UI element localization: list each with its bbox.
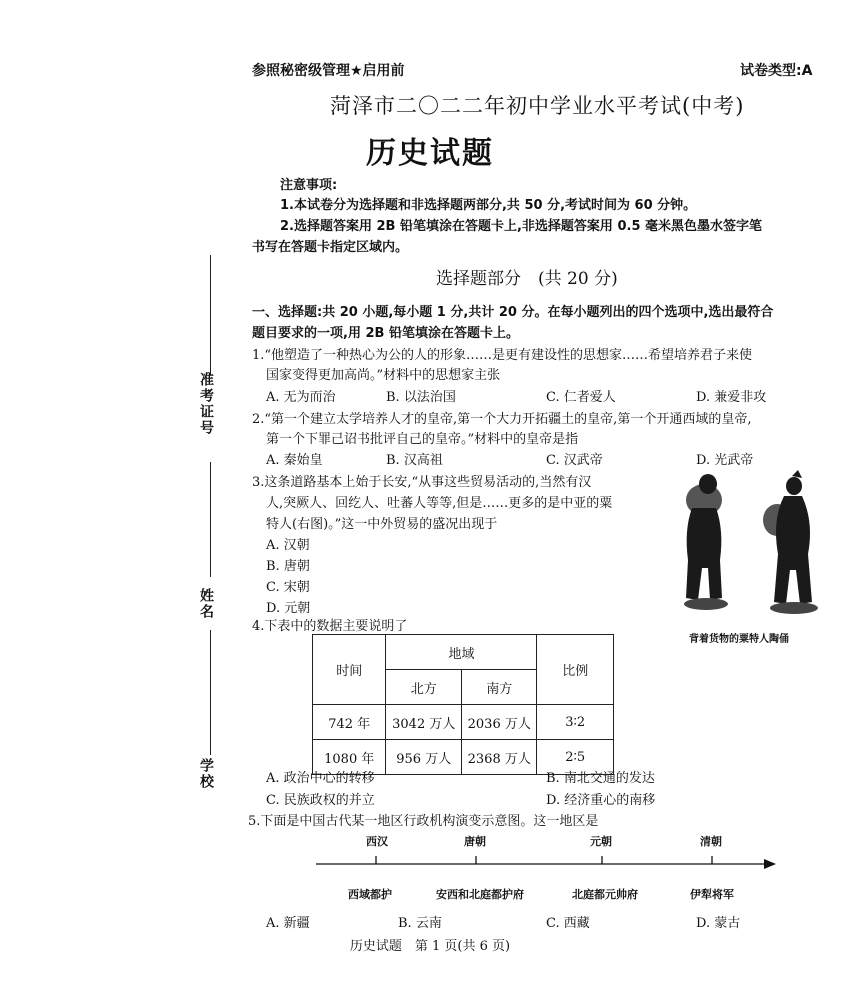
q2-option-c: C. 汉武帝 [546, 453, 603, 468]
section-instruction-line-1: 一、选择题:共 20 小题,每小题 1 分,共计 20 分。在每小题列出的四个选项中,选出最符合 [252, 305, 774, 320]
q2-option-a: A. 秦始皇 [266, 453, 323, 468]
name-line [210, 462, 211, 577]
timeline-axis [316, 852, 780, 876]
id-number-line [210, 255, 211, 375]
table-row [313, 705, 614, 740]
q5-option-d: D. 蒙古 [696, 916, 741, 931]
q2-stem-line-1: 2.“第一个建立太学培养人才的皇帝,第一个大力开拓疆土的皇帝,第一个开通西域的皇帝, [252, 412, 752, 427]
section-instruction-line-2: 题目要求的一项,用 2B 铅笔填涂在答题卡上。 [252, 326, 519, 341]
q1-option-a: A. 无为而治 [266, 390, 336, 405]
q5-option-c: C. 西藏 [546, 916, 590, 931]
table-cell-ratio: 2∶5 [537, 740, 614, 775]
table-cell-south: 2368 万人 [461, 740, 537, 775]
q1-option-c: C. 仁者爱人 [546, 390, 616, 405]
notes-item-2-line-1: 2.选择题答案用 2B 铅笔填涂在答题卡上,非选择题答案用 0.5 毫米黑色墨水签字笔 [280, 219, 763, 234]
figure-caption: 背着货物的粟特人陶俑 [689, 634, 789, 645]
q3-option-c: C. 宋朝 [266, 580, 310, 595]
timeline-dynasty-xihan: 西汉 [366, 835, 388, 848]
q1-option-b: B. 以法治国 [386, 390, 456, 405]
section-title: 选择题部分 (共 20 分) [436, 269, 618, 289]
timeline-agency-anxi: 安西和北庭都护府 [436, 888, 524, 901]
q4-option-c: C. 民族政权的并立 [266, 793, 375, 808]
page-footer: 历史试题 第 1 页(共 6 页) [349, 939, 511, 954]
table-cell-year: 1080 年 [313, 740, 386, 775]
q2-stem-line-2: 第一个下罪己诏书批评自己的皇帝。”材料中的皇帝是指 [266, 432, 579, 447]
q3-option-b: B. 唐朝 [266, 559, 310, 574]
sogdian-figurines-image [664, 470, 826, 620]
q2-option-d: D. 光武帝 [696, 453, 754, 468]
q1-stem-line-1: 1.“他塑造了一种热心为公的人的形象……是更有建设性的思想家……希望培养君子来使 [252, 348, 753, 363]
q4-option-b: B. 南北交通的发达 [546, 771, 655, 786]
school-line [210, 630, 211, 755]
q3-stem-line-3: 特人(右图)。”这一中外贸易的盛况出现于 [266, 517, 498, 532]
q1-stem-line-2: 国家变得更加高尚。”材料中的思想家主张 [266, 368, 501, 383]
id-number-label: 准考证号 [198, 372, 214, 436]
table-cell-ratio: 3∶2 [537, 705, 614, 740]
confidential-label: 参照秘密级管理★启用前 [252, 63, 405, 79]
q5-stem: 5.下面是中国古代某一地区行政机构演变示意图。这一地区是 [248, 814, 599, 829]
table-header-south: 南方 [461, 670, 537, 705]
table-header-north: 北方 [386, 670, 462, 705]
q3-option-d: D. 元朝 [266, 601, 311, 616]
q1-option-d: D. 兼爱非攻 [696, 390, 767, 405]
table-cell-south: 2036 万人 [461, 705, 537, 740]
table-header-time: 时间 [313, 635, 386, 705]
subject-title: 历史试题 [366, 136, 494, 171]
q4-stem: 4.下表中的数据主要说明了 [252, 619, 408, 634]
timeline-agency-yili: 伊犁将军 [690, 888, 734, 901]
exam-title: 菏泽市二〇二二年初中学业水平考试(中考) [330, 94, 745, 118]
table-cell-north: 956 万人 [386, 740, 462, 775]
notes-item-1: 1.本试卷分为选择题和非选择题两部分,共 50 分,考试时间为 60 分钟。 [280, 198, 697, 213]
q5-option-b: B. 云南 [398, 916, 442, 931]
q4-option-d: D. 经济重心的南移 [546, 793, 656, 808]
school-label: 学校 [198, 758, 214, 790]
timeline-dynasty-yuan: 元朝 [590, 835, 612, 848]
q2-option-b: B. 汉高祖 [386, 453, 443, 468]
q4-option-a: A. 政治中心的转移 [266, 771, 375, 786]
q5-option-a: A. 新疆 [266, 916, 310, 931]
timeline-dynasty-qing: 清朝 [700, 835, 722, 848]
timeline-agency-xiyu: 西域都护 [348, 888, 392, 901]
table-header-region: 地域 [386, 635, 537, 670]
timeline-agency-beiting: 北庭都元帅府 [572, 888, 638, 901]
table-cell-north: 3042 万人 [386, 705, 462, 740]
q3-stem-line-2: 人,突厥人、回纥人、吐蕃人等等,但是……更多的是中亚的粟 [266, 496, 613, 511]
q3-stem-line-1: 3.这条道路基本上始于长安,“从事这些贸易活动的,当然有汉 [252, 475, 592, 490]
population-table [312, 634, 614, 775]
timeline-dynasty-tang: 唐朝 [464, 835, 486, 848]
paper-type-label: 试卷类型:A [740, 63, 813, 79]
name-label: 姓名 [198, 588, 214, 620]
notes-item-2-line-2: 书写在答题卡指定区域内。 [252, 240, 409, 255]
q3-option-a: A. 汉朝 [266, 538, 310, 553]
table-cell-year: 742 年 [313, 705, 386, 740]
table-header-ratio: 比例 [537, 635, 614, 705]
notes-title: 注意事项: [280, 178, 338, 193]
